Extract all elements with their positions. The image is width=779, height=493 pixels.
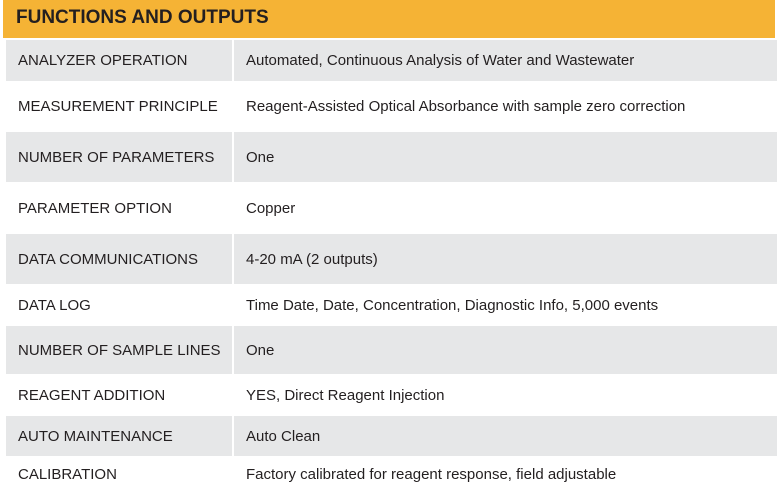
row-label: REAGENT ADDITION	[6, 374, 232, 416]
row-label: NUMBER OF SAMPLE LINES	[6, 326, 232, 374]
table-row	[6, 284, 777, 326]
row-value: Reagent-Assisted Optical Absorbance with sample zero correction	[234, 81, 777, 132]
row-value: 4-20 mA (2 outputs)	[234, 234, 777, 284]
row-label: CALIBRATION	[6, 456, 232, 493]
section-title: FUNCTIONS AND OUTPUTS	[16, 7, 269, 28]
row-label: ANALYZER OPERATION	[6, 40, 232, 81]
row-value: Copper	[234, 182, 777, 234]
section-header	[3, 0, 775, 38]
row-label: AUTO MAINTENANCE	[6, 416, 232, 456]
table-row	[6, 234, 777, 284]
table-row	[6, 374, 777, 416]
row-value: Time Date, Date, Concentration, Diagnostic Info, 5,000 events	[234, 284, 777, 326]
row-label: DATA COMMUNICATIONS	[6, 234, 232, 284]
row-label: NUMBER OF PARAMETERS	[6, 132, 232, 182]
table-row	[6, 456, 777, 493]
table-row	[6, 81, 777, 132]
table-row	[6, 182, 777, 234]
table-row	[6, 416, 777, 456]
row-value: YES, Direct Reagent Injection	[234, 374, 777, 416]
table-row	[6, 132, 777, 182]
row-label: PARAMETER OPTION	[6, 182, 232, 234]
table-row	[6, 40, 777, 81]
row-value: Auto Clean	[234, 416, 777, 456]
row-label: MEASUREMENT PRINCIPLE	[6, 81, 232, 132]
row-value: One	[234, 326, 777, 374]
row-value: Factory calibrated for reagent response, field adjustable	[234, 456, 777, 493]
row-value: One	[234, 132, 777, 182]
row-value: Automated, Continuous Analysis of Water and Wastewater	[234, 40, 777, 81]
row-label: DATA LOG	[6, 284, 232, 326]
table-row	[6, 326, 777, 374]
